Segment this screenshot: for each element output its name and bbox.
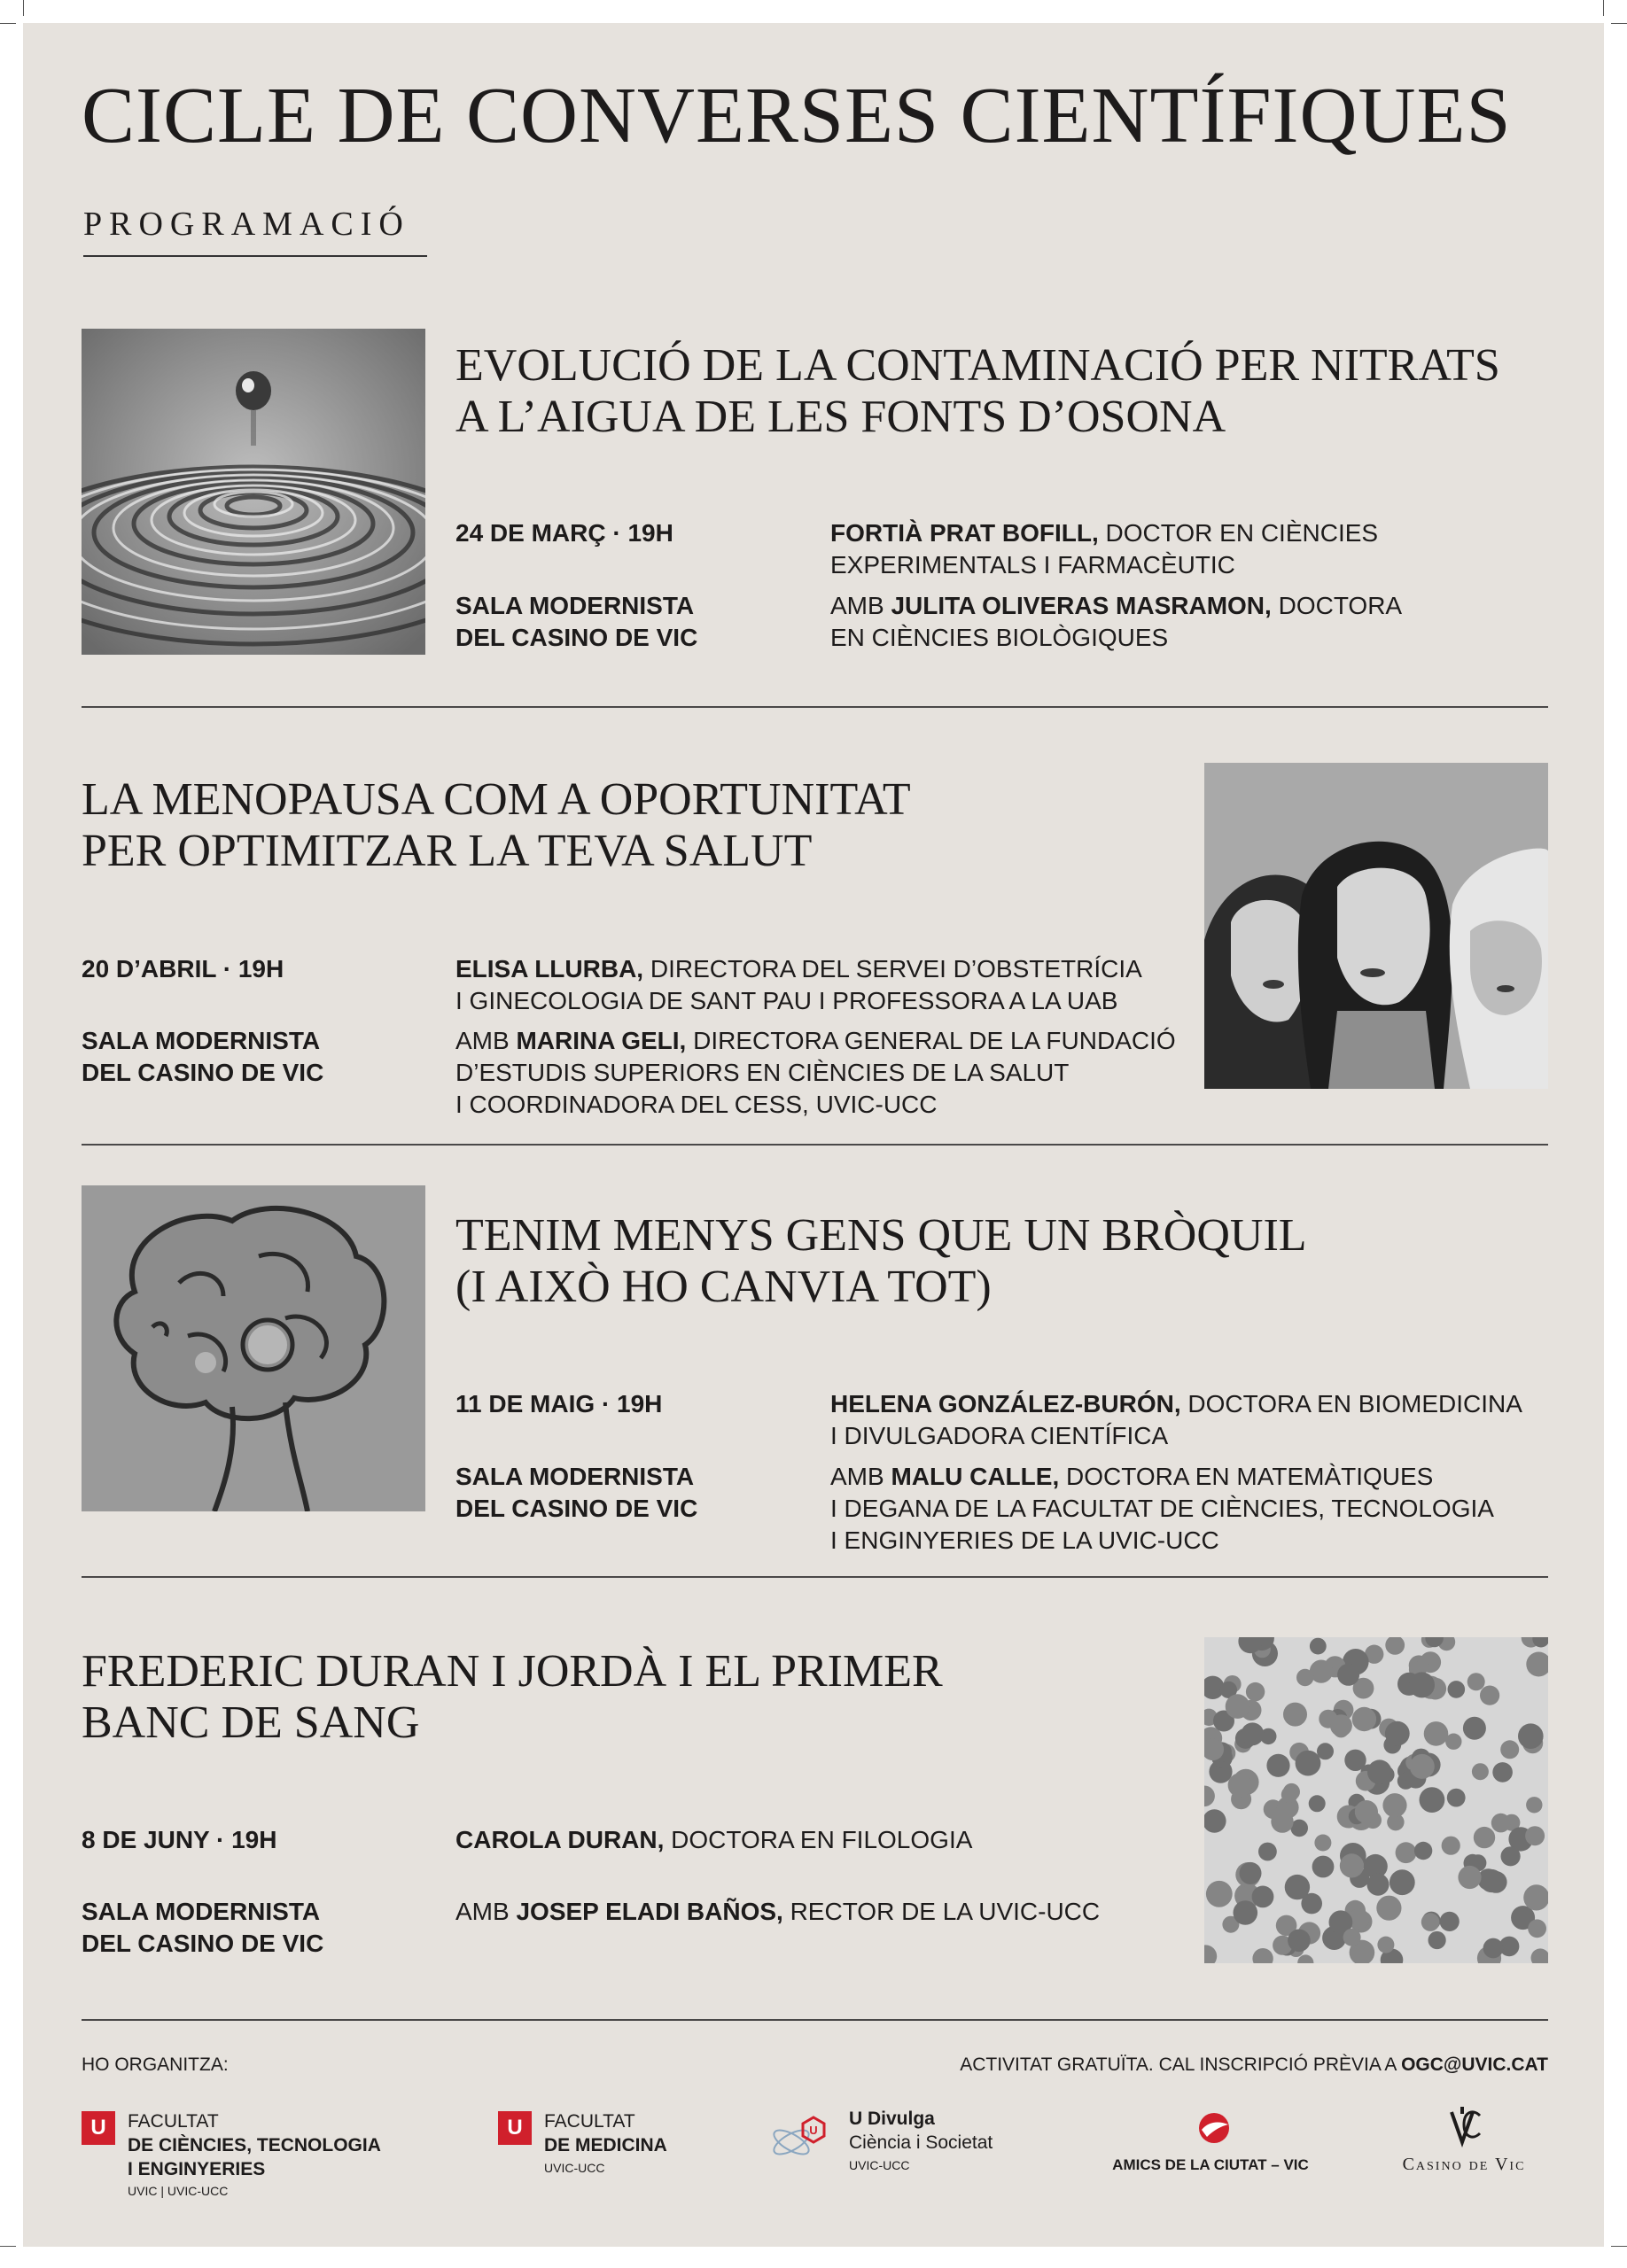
blood-cell	[1377, 1937, 1394, 1953]
event-3-speaker-role-2: I DIVULGADORA CIENTÍFICA	[830, 1422, 1169, 1449]
subtitle-underline	[83, 255, 427, 257]
event-3-title-line-2: (I AIXÒ HO CANVIA TOT)	[455, 1262, 992, 1312]
blood-cell	[1314, 1835, 1331, 1852]
logo-fct-line-3: I ENGINYERIES	[128, 2159, 266, 2179]
event-3-date: 11 DE MAIG · 19H	[455, 1390, 663, 1418]
blood-cell	[1340, 1853, 1364, 1877]
logo-med-line-1: FACULTAT	[544, 2111, 635, 2132]
event-2-venue-line-1: SALA MODERNISTA	[82, 1027, 321, 1054]
event-1-date: 24 DE MARÇ · 19H	[455, 519, 673, 547]
blood-cell	[1396, 1842, 1417, 1863]
blood-cell	[1234, 1900, 1258, 1925]
blood-cell	[1492, 1762, 1513, 1783]
blood-cell	[1343, 1929, 1361, 1946]
free-activity-note	[960, 2054, 1548, 2076]
event-4-speaker-name: CAROLA DURAN,	[455, 1826, 665, 1853]
blood-cell	[1301, 1893, 1322, 1915]
blood-cell	[1428, 1931, 1446, 1949]
free-note-text: ACTIVITAT GRATUÏTA. CAL INSCRIPCIÓ PRÈVIA A	[960, 2054, 1402, 2075]
event-4-title-line-1: FREDERIC DURAN I JORDÀ I EL PRIMER	[82, 1646, 943, 1697]
casino-vc-icon	[1448, 2107, 1483, 2148]
logo-fct-line-1: FACULTAT	[128, 2111, 219, 2132]
poster	[23, 23, 1604, 2247]
event-1-venue-line-1: SALA MODERNISTA	[455, 592, 695, 619]
event-2-guest-prefix: AMB	[455, 1027, 517, 1054]
atom-icon	[769, 2114, 831, 2167]
event-3-guest-prefix: AMB	[830, 1463, 891, 1490]
event-3-title-line-1: TENIM MENYS GENS QUE UN BRÒQUIL	[455, 1210, 1307, 1261]
blood-cell	[1442, 1837, 1460, 1855]
blood-cell	[1226, 1694, 1250, 1719]
event-2-speaker	[455, 953, 1142, 1017]
blood-cell	[1421, 1913, 1440, 1931]
event-3-speaker	[830, 1388, 1522, 1452]
blood-cell	[1463, 1717, 1486, 1740]
blood-cell	[1472, 1763, 1489, 1780]
poster-title: CICLE DE CONVERSES CIENTÍFIQUES	[82, 72, 1512, 159]
event-1-venue-line-2: DEL CASINO DE VIC	[455, 624, 698, 651]
contact-email[interactable]: OGC@UVIC.CAT	[1401, 2054, 1548, 2075]
event-2-speaker-role: DIRECTORA DEL SERVEI D’OBSTETRÍCIA	[643, 955, 1142, 983]
blood-cell	[1296, 1751, 1321, 1776]
blood-cell	[1310, 1638, 1327, 1655]
blood-cell	[1528, 1919, 1546, 1938]
blood-cell	[1309, 1795, 1326, 1812]
blood-cell	[1467, 1673, 1485, 1690]
event-1-title-line-2: A L’AIGUA DE LES FONTS D’OSONA	[455, 392, 1226, 442]
logo-fct-line-2: DE CIÈNCIES, TECNOLOGIA	[128, 2135, 381, 2155]
logo-udiv-line-2: Ciència i Societat	[849, 2132, 993, 2153]
blood-cell	[1252, 1886, 1274, 1908]
logo-udiv-line-1: U Divulga	[849, 2109, 935, 2129]
event-4-venue-line-2: DEL CASINO DE VIC	[82, 1930, 324, 1957]
divider-2	[82, 1144, 1548, 1146]
event-3-guest	[830, 1461, 1494, 1557]
event-1-guest-role-2: EN CIÈNCIES BIOLÒGIQUES	[830, 624, 1169, 651]
blood-cell	[1526, 1797, 1542, 1813]
blood-cell	[1483, 1938, 1504, 1959]
event-4-date: 8 DE JUNY · 19H	[82, 1826, 277, 1853]
blood-cell	[1390, 1869, 1415, 1895]
event-4-guest	[455, 1896, 1100, 1928]
blood-cell	[1501, 1846, 1521, 1866]
event-3-guest-role-2: I DEGANA DE LA FACULTAT DE CIÈNCIES, TECNOLOGIA	[830, 1495, 1494, 1522]
svg-text:U: U	[809, 2124, 818, 2137]
divider-3	[82, 1576, 1548, 1578]
blood-cell	[1355, 1800, 1378, 1823]
broccoli-image	[82, 1185, 425, 1511]
blood-cell	[1206, 1881, 1233, 1907]
blood-cell	[1385, 1721, 1410, 1746]
blood-cell	[1500, 1740, 1519, 1759]
logo-udiv-sub: UVIC-UCC	[849, 2158, 910, 2172]
blood-cell	[1382, 1793, 1406, 1817]
blood-cell	[1367, 1874, 1390, 1896]
event-2-guest-role-3: I COORDINADORA DEL CESS, UVIC-UCC	[455, 1091, 938, 1118]
blood-cell	[1271, 1810, 1293, 1832]
event-2-speaker-name: ELISA LLURBA,	[455, 955, 644, 983]
blood-cell	[1312, 1856, 1335, 1878]
blood-cell	[1288, 1930, 1311, 1953]
event-3-guest-name: MALU CALLE,	[891, 1463, 1060, 1490]
blood-cell	[1424, 1721, 1449, 1746]
blood-cell	[1352, 1707, 1376, 1731]
blood-cell	[1458, 1866, 1481, 1889]
blood-cell	[1296, 1669, 1313, 1686]
blood-cell	[1376, 1896, 1401, 1921]
logo-med-sub: UVIC-UCC	[544, 2161, 605, 2175]
logo-amics-text: AMICS DE LA CIUTAT – VIC	[1112, 2156, 1309, 2173]
event-2-title-line-2: PER OPTIMITZAR LA TEVA SALUT	[82, 826, 813, 876]
event-3-venue-line-1: SALA MODERNISTA	[455, 1463, 695, 1490]
blood-cells-image	[1204, 1637, 1548, 1963]
event-1-guest-prefix: AMB	[830, 592, 891, 619]
event-1-guest-role: DOCTORA	[1271, 592, 1403, 619]
uvic-u-icon: U	[82, 2111, 115, 2145]
blood-cell	[1474, 1827, 1495, 1848]
event-2-guest	[455, 1025, 1176, 1121]
blood-cell	[1258, 1843, 1277, 1861]
blood-cell	[1440, 1912, 1460, 1931]
event-3-speaker-role: DOCTORA EN BIOMEDICINA	[1180, 1390, 1522, 1418]
blood-cell	[1447, 1789, 1466, 1807]
blood-cell	[1367, 1759, 1392, 1784]
logo-med-line-2: DE MEDICINA	[544, 2135, 667, 2155]
event-4-title-line-2: BANC DE SANG	[82, 1697, 420, 1748]
women-faces-image	[1204, 763, 1548, 1089]
blood-cell	[1266, 1754, 1289, 1777]
blood-cell	[1281, 1786, 1298, 1803]
blood-cell	[1525, 1826, 1545, 1845]
event-3-guest-role: DOCTORA EN MATEMÀTIQUES	[1059, 1463, 1434, 1490]
event-3-speaker-name: HELENA GONZÁLEZ-BURÓN,	[830, 1390, 1181, 1418]
event-1-guest-name: JULITA OLIVERAS MASRAMON,	[891, 592, 1272, 619]
event-2-title-line-1: LA MENOPAUSA COM A OPORTUNITAT	[82, 774, 911, 825]
blood-cell	[1409, 1672, 1435, 1697]
event-4-speaker-role: DOCTORA EN FILOLOGIA	[664, 1826, 973, 1853]
uvic-u-icon: U	[498, 2111, 532, 2145]
event-1-speaker-name: FORTIÀ PRAT BOFILL,	[830, 519, 1099, 547]
event-3-guest-role-3: I ENGINYERIES DE LA UVIC-UCC	[830, 1526, 1219, 1554]
blood-cell	[1448, 1681, 1466, 1698]
blood-cell	[1246, 1682, 1265, 1701]
event-1-speaker-role: DOCTOR EN CIÈNCIES	[1098, 519, 1379, 547]
event-2-speaker-role-2: I GINECOLOGIA DE SANT PAU I PROFESSORA A LA UAB	[455, 987, 1118, 1014]
blood-cell	[1480, 1869, 1503, 1892]
blood-cell	[1491, 1814, 1511, 1833]
blood-cell	[1414, 1842, 1432, 1860]
event-2-date: 20 D’ABRIL · 19H	[82, 955, 284, 983]
program-subtitle: PROGRAMACIÓ	[83, 206, 410, 243]
blood-cell	[1317, 1743, 1334, 1759]
blood-cell	[1242, 1722, 1265, 1745]
divider-4	[82, 2019, 1548, 2021]
logo-fct-sub: UVIC | UVIC-UCC	[128, 2184, 229, 2198]
event-4-guest-name: JOSEP ELADI BAÑOS,	[516, 1898, 783, 1925]
blood-cell	[1518, 1723, 1544, 1749]
blood-cell	[1410, 1754, 1435, 1779]
event-2-venue-line-2: DEL CASINO DE VIC	[82, 1059, 324, 1086]
event-1-speaker-role-2: EXPERIMENTALS I FARMACÈUTIC	[830, 551, 1235, 579]
logo-casino-text: Casino de Vic	[1402, 2155, 1526, 2174]
blood-cell	[1240, 1862, 1262, 1884]
divider-1	[82, 706, 1548, 708]
water-drop-image	[82, 329, 425, 655]
event-1-title-line-1: EVOLUCIÓ DE LA CONTAMINACIÓ PER NITRATS	[455, 340, 1500, 391]
blood-cell	[1283, 1703, 1307, 1727]
amics-emblem-icon	[1195, 2110, 1234, 2146]
event-2-guest-name: MARINA GELI,	[516, 1027, 687, 1054]
blood-cell	[1330, 1714, 1352, 1736]
event-4-guest-prefix: AMB	[455, 1898, 517, 1925]
event-4-guest-role: RECTOR DE LA UVIC-UCC	[782, 1898, 1101, 1925]
event-1-guest	[830, 590, 1402, 654]
event-1-speaker	[830, 517, 1378, 581]
organizer-label: HO ORGANITZA:	[82, 2054, 229, 2075]
blood-cell	[1420, 1787, 1445, 1813]
blood-cell	[1337, 1664, 1359, 1686]
blood-cell	[1480, 1686, 1499, 1705]
event-4-venue-line-1: SALA MODERNISTA	[82, 1898, 321, 1925]
event-4-speaker	[455, 1824, 972, 1856]
event-2-guest-role-2: D’ESTUDIS SUPERIORS EN CIÈNCIES DE LA SALUT	[455, 1059, 1070, 1086]
event-3-venue-line-2: DEL CASINO DE VIC	[455, 1495, 698, 1522]
blood-cell	[1228, 1773, 1252, 1797]
blood-cell	[1344, 1750, 1366, 1771]
event-2-guest-role: DIRECTORA GENERAL DE LA FUNDACIÓ	[686, 1027, 1176, 1054]
